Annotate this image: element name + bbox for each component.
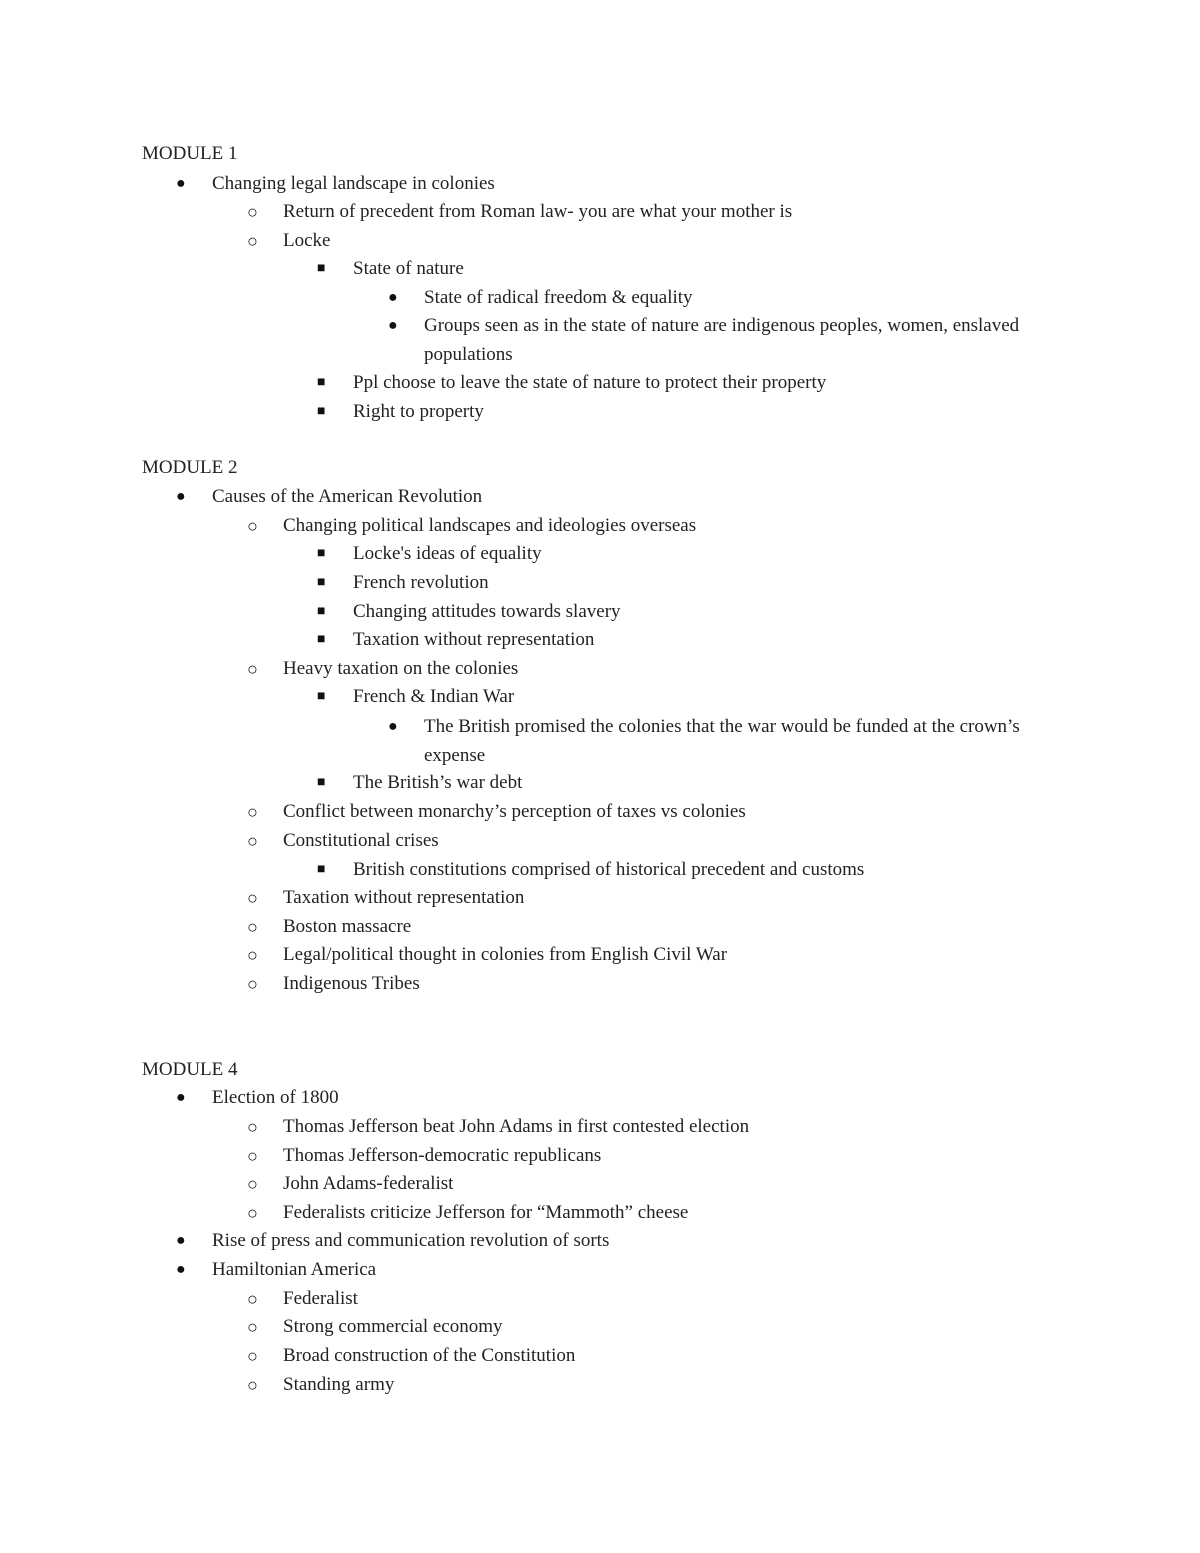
hollow-circle-bullet-icon: ○ [247, 1317, 258, 1337]
list-item: ● Causes of the American Revolution [212, 483, 482, 512]
list-item: ○ Thomas Jefferson beat John Adams in first contested election [283, 1113, 749, 1142]
list-item: ○ Changing political landscapes and ideologies overseas [283, 512, 696, 541]
square-bullet-icon: ■ [317, 261, 326, 276]
hollow-circle-bullet-icon: ○ [247, 202, 258, 222]
list-item: ○ Indigenous Tribes [283, 970, 420, 999]
list-item: ■ Taxation without representation [353, 626, 594, 655]
list-item: ■ State of nature [353, 255, 464, 284]
list-item: ○ Return of precedent from Roman law- you are what your mother is [283, 198, 792, 227]
square-bullet-icon: ■ [317, 632, 326, 647]
list-item: ○ Constitutional crises [283, 827, 439, 856]
hollow-circle-bullet-icon: ○ [247, 1346, 258, 1366]
hollow-circle-bullet-icon: ○ [247, 802, 258, 822]
list-item: ● State of radical freedom & equality [424, 284, 1034, 313]
square-bullet-icon: ■ [317, 575, 326, 590]
hollow-circle-bullet-icon: ○ [247, 831, 258, 851]
list-item: ● The British promised the colonies that the war would be funded at the crown’s expense [424, 713, 1034, 770]
hollow-circle-bullet-icon: ○ [247, 1203, 258, 1223]
square-bullet-icon: ■ [317, 775, 326, 790]
list-item: ○ Strong commercial economy [283, 1313, 503, 1342]
list-item: ■ The British’s war debt [353, 769, 522, 798]
list-item: ○ Locke [283, 227, 330, 256]
hollow-circle-bullet-icon: ○ [247, 516, 258, 536]
hollow-circle-bullet-icon: ○ [247, 1289, 258, 1309]
square-bullet-icon: ■ [317, 546, 326, 561]
hollow-circle-bullet-icon: ○ [247, 974, 258, 994]
square-bullet-icon: ■ [317, 689, 326, 704]
list-item: ○ John Adams-federalist [283, 1170, 453, 1199]
list-item: ■ Ppl choose to leave the state of nature to protect their property [353, 369, 826, 398]
filled-circle-bullet-icon: ● [176, 1089, 186, 1106]
list-item: ■ French & Indian War [353, 683, 514, 712]
list-item: ○ Taxation without representation [283, 884, 524, 913]
list-item: ○ Conflict between monarchy’s perception of taxes vs colonies [283, 798, 746, 827]
module-4-heading: MODULE 4 [142, 1059, 238, 1080]
list-item: ■ French revolution [353, 569, 489, 598]
filled-circle-bullet-icon: ● [176, 1261, 186, 1278]
filled-circle-bullet-icon: ● [176, 175, 186, 192]
hollow-circle-bullet-icon: ○ [247, 1174, 258, 1194]
hollow-circle-bullet-icon: ○ [247, 945, 258, 965]
filled-circle-bullet-icon: ● [176, 1232, 186, 1249]
hollow-circle-bullet-icon: ○ [247, 231, 258, 251]
list-item: ● Election of 1800 [212, 1084, 339, 1113]
square-bullet-icon: ■ [317, 404, 326, 419]
list-item: ● Rise of press and communication revolution of sorts [212, 1227, 609, 1256]
module-2-heading: MODULE 2 [142, 457, 238, 478]
square-bullet-icon: ■ [317, 862, 326, 877]
list-item: ○ Thomas Jefferson-democratic republicans [283, 1142, 601, 1171]
hollow-circle-bullet-icon: ○ [247, 1117, 258, 1137]
square-bullet-icon: ■ [317, 604, 326, 619]
filled-circle-bullet-icon: ● [176, 488, 186, 505]
list-item: ○ Broad construction of the Constitution [283, 1342, 575, 1371]
hollow-circle-bullet-icon: ○ [247, 888, 258, 908]
list-item: ■ Changing attitudes towards slavery [353, 598, 621, 627]
filled-circle-bullet-icon: ● [388, 718, 398, 735]
module-1-heading: MODULE 1 [142, 143, 238, 164]
filled-circle-bullet-icon: ● [388, 289, 398, 306]
list-item: ● Changing legal landscape in colonies [212, 170, 495, 199]
list-item: ○ Boston massacre [283, 913, 411, 942]
hollow-circle-bullet-icon: ○ [247, 917, 258, 937]
list-item: ■ Locke's ideas of equality [353, 540, 542, 569]
filled-circle-bullet-icon: ● [388, 317, 398, 334]
list-item: ○ Standing army [283, 1371, 394, 1400]
hollow-circle-bullet-icon: ○ [247, 659, 258, 679]
list-item: ○ Legal/political thought in colonies from English Civil War [283, 941, 727, 970]
list-item: ■ British constitutions comprised of historical precedent and customs [353, 856, 864, 885]
list-item: ■ Right to property [353, 398, 484, 427]
list-item: ● Groups seen as in the state of nature are indigenous peoples, women, enslaved populations [424, 312, 1034, 369]
list-item: ● Hamiltonian America [212, 1256, 376, 1285]
hollow-circle-bullet-icon: ○ [247, 1146, 258, 1166]
square-bullet-icon: ■ [317, 375, 326, 390]
list-item: ○ Federalist [283, 1285, 358, 1314]
hollow-circle-bullet-icon: ○ [247, 1375, 258, 1395]
list-item: ○ Heavy taxation on the colonies [283, 655, 518, 684]
list-item: ○ Federalists criticize Jefferson for “Mammoth” cheese [283, 1199, 688, 1228]
